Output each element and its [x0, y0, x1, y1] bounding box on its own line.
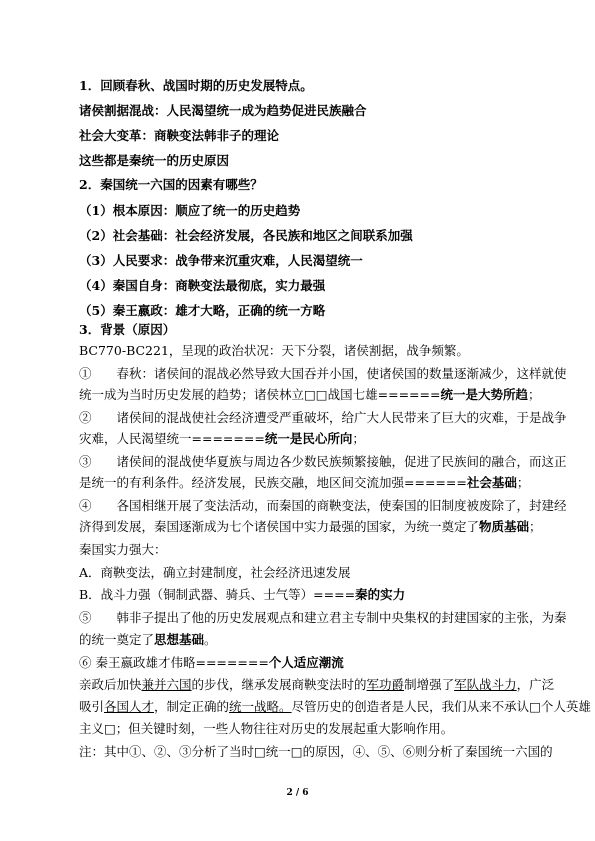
- strength-item-a: A．商鞅变法，确立封建制度，社会经济迅速发展: [79, 565, 351, 580]
- key-point-popular-will: 统一是民心所向: [264, 431, 353, 446]
- key-point-social-basis: 社会基础: [466, 475, 517, 490]
- paragraph-2-line-2: 灾难，人民渴望统一=======统一是民心所向；: [79, 431, 365, 446]
- note-line: 注：其中①、②、③分析了当时□统一□的原因，④、⑤、⑥则分析了秦国统一六国的: [79, 744, 553, 759]
- key-point-qin-strength: 秦的实力: [355, 587, 406, 602]
- strength-item-b: B．战斗力强（铜制武器、骑兵、士气等）====秦的实力: [79, 587, 406, 602]
- paragraph-5-line-2: 的统一奠定了思想基础。: [79, 632, 217, 647]
- section2-item: （1）根本原因：顺应了统一的历史趋势: [79, 203, 301, 218]
- key-point-material-basis: 物质基础: [479, 519, 530, 534]
- paragraph-3-line-2: 是统一的有利条件。经济发展，民族交融，地区间交流加强======社会基础；: [79, 475, 530, 490]
- section3-heading: 3．背景（原因）: [79, 322, 176, 337]
- section2-item: （3）人民要求：战争带来沉重灾难，人民渴望统一: [79, 253, 363, 268]
- section2-heading: 2．秦国统一六国的因素有哪些？: [79, 177, 263, 192]
- section1-line2: 社会大变革：商鞅变法韩非子的理论: [79, 128, 280, 143]
- page-number: 2 / 6: [286, 788, 309, 798]
- section3-intro: BC770-BC221，呈现的政治状况：天下分裂，诸侯割据，战争频繁。: [79, 343, 469, 358]
- paragraph-2-line-1: ② 诸侯间的混战使社会经济遭受严重破坏，给广大人民带来了巨大的灾难，于是战争: [79, 410, 567, 425]
- section2-item: （4）秦国自身：商鞅变法最彻底，实力最强: [79, 278, 326, 293]
- paragraph-6: ⑥ 秦王嬴政雄才伟略=======个人适应潮流: [79, 655, 344, 670]
- strength-heading: 秦国实力强大：: [79, 542, 167, 557]
- section2-item: （2）社会基础：社会经济发展，各民族和地区之间联系加强: [79, 228, 413, 243]
- paragraph-4-line-1: ④ 各国相继开展了变法活动，而秦国的商鞅变法，使秦国的旧制度被废除了，封建经: [79, 498, 567, 513]
- section1-line3: 这些都是秦统一的历史原因: [79, 153, 230, 168]
- key-point-trend: 统一是大势所趋: [440, 387, 528, 402]
- section1-heading: 1．回顾春秋、战国时期的历史发展特点。: [79, 78, 313, 93]
- section2-item: （5）秦王嬴政：雄才大略，正确的统一方略: [79, 303, 326, 318]
- section1-line1: 诸侯割据混战：人民渴望统一成为趋势促进民族融合: [79, 103, 367, 118]
- paragraph-1-line-1: ① 春秋：诸侯间的混战必然导致大国吞并小国，使诸侯国的数量逐渐减少，这样就使: [79, 366, 567, 381]
- key-point-ideological-basis: 思想基础: [154, 632, 205, 647]
- paragraph-7-line-2: 吸引各国人才，制定正确的统一战略。尽管历史的创造者是人民，我们从来不承认□个人英雄: [79, 699, 591, 714]
- paragraph-7-line-1: 亲政后加快兼并六国的步伐，继承发展商鞅变法时的军功爵制增强了军队战斗力，广泛: [79, 677, 555, 692]
- paragraph-1-line-2: 统一成为当时历史发展的趋势；诸侯林立□□战国七雄======统一是大势所趋；: [79, 387, 541, 402]
- key-point-individual: 个人适应潮流: [268, 655, 344, 670]
- paragraph-4-line-2: 济得到发展，秦国逐渐成为七个诸侯国中实力最强的国家，为统一奠定了物质基础；: [79, 519, 542, 534]
- paragraph-7-line-3: 主义□；但关键时刻，一些人物往往对历史的发展起重大影响作用。: [79, 721, 454, 736]
- paragraph-3-line-1: ③ 诸侯间的混战使华夏族与周边各少数民族频繁接触，促进了民族间的融合，而这正: [79, 454, 567, 469]
- paragraph-5-line-1: ⑤ 韩非子提出了他的历史发展观点和建立君主专制中央集权的封建国家的主张，为秦: [79, 610, 567, 625]
